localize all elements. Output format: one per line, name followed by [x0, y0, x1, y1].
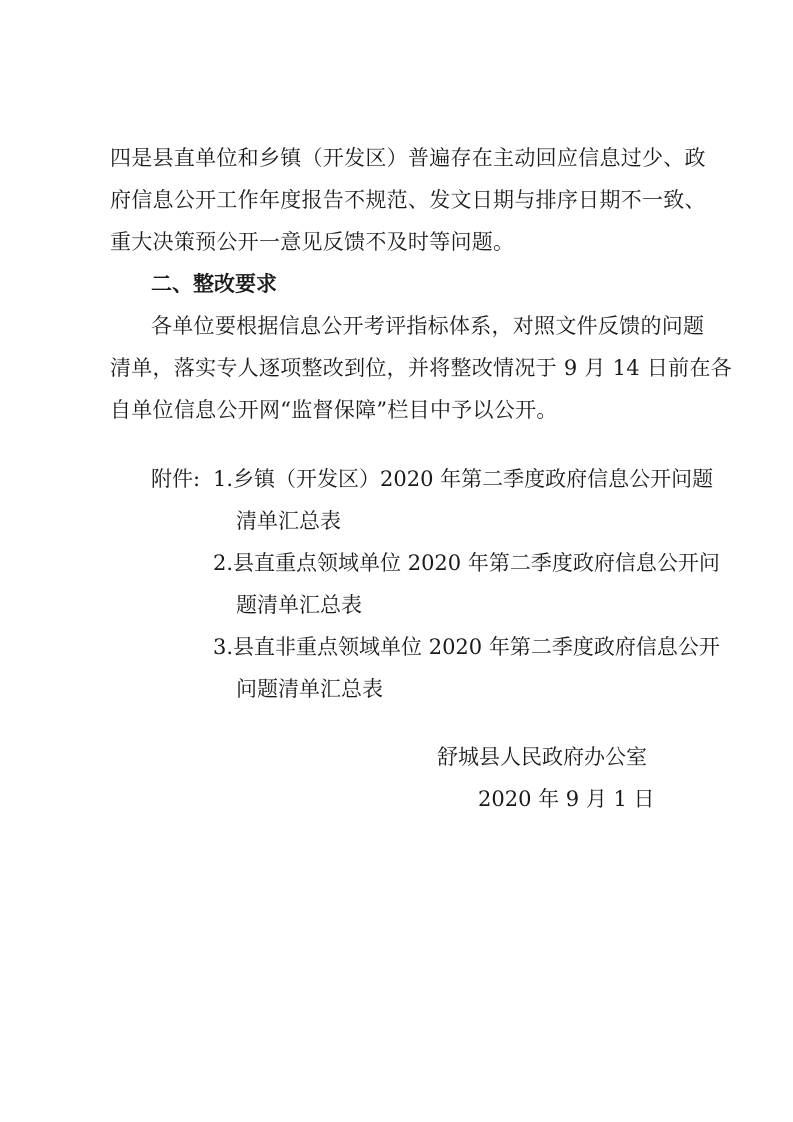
body-line-2: 府信息公开工作年度报告不规范、发文日期与排序日期不一致、	[110, 188, 706, 212]
attachment-item-2-line-2: 题清单汇总表	[236, 593, 362, 617]
requirement-line-3: 自单位信息公开网“监督保障”栏目中予以公开。	[110, 398, 558, 422]
section-heading: 二、整改要求	[151, 272, 277, 296]
attachment-item-1-line-2: 清单汇总表	[236, 509, 341, 533]
attachment-item-3-line-1: 3.县直非重点领域单位 2020 年第二季度政府信息公开	[213, 635, 720, 659]
attachment-item-1-line-1: 1.乡镇（开发区）2020 年第二季度政府信息公开问题	[213, 467, 714, 491]
signature-date: 2020 年 9 月 1 日	[478, 787, 655, 811]
attachment-label: 附件:	[151, 467, 201, 491]
body-line-1: 四是县直单位和乡镇（开发区）普遍存在主动回应信息过少、政	[110, 146, 706, 170]
signature-organization: 舒城县人民政府办公室	[437, 745, 647, 769]
requirement-line-2: 清单，落实专人逐项整改到位，并将整改情况于 9 月 14 日前在各	[110, 356, 733, 380]
body-line-3: 重大决策预公开一意见反馈不及时等问题。	[110, 230, 515, 254]
attachment-item-2-line-1: 2.县直重点领域单位 2020 年第二季度政府信息公开问	[213, 551, 720, 575]
requirement-line-1: 各单位要根据信息公开考评指标体系，对照文件反馈的问题	[151, 314, 705, 338]
attachment-item-3-line-2: 问题清单汇总表	[236, 677, 383, 701]
